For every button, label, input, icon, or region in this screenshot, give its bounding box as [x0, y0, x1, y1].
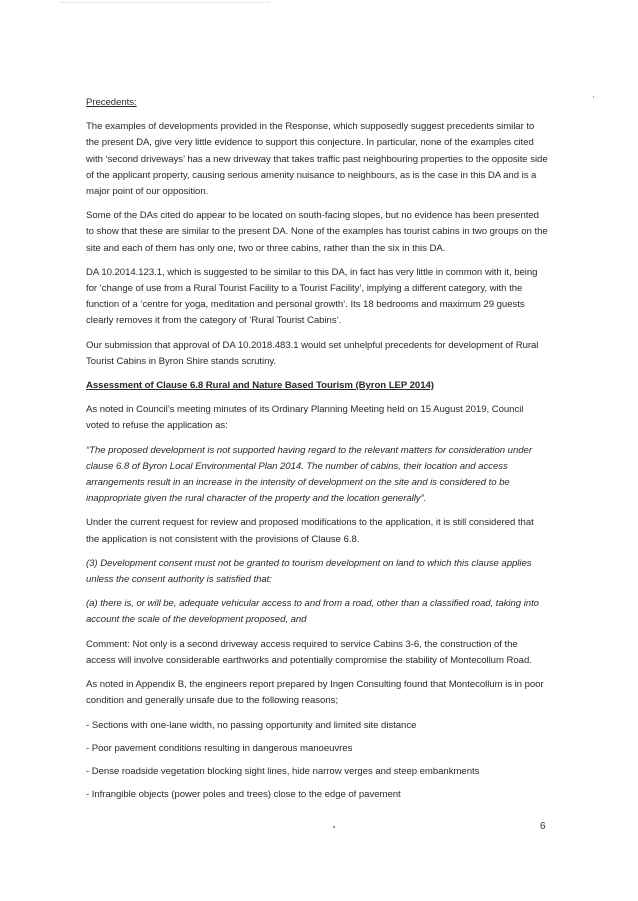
scan-artifact	[593, 96, 594, 98]
paragraph: As noted in Appendix B, the engineers report prepared by Ingen Consulting found that Montecollum is in poor condition and generally unsafe due to the following reasons;	[86, 679, 544, 707]
paragraph: DA 10.2014.123.1, which is suggested to be similar to this DA, in fact has very little in common with it, being for ‘change of use from a Rural Tourist Facility to a Tourist Facility’, implying a different category, with the function of a ‘centre for yoga, meditation and personal growth’. Its 18 bedrooms and maximum 29 guests clearly removes it from the category of ‘Rural Tourist Cabins’.	[86, 266, 538, 327]
list-item: - Sections with one-lane width, no passing opportunity and limited site distance	[86, 719, 417, 731]
paragraph: Our submission that approval of DA 10.2018.483.1 would set unhelpful precedents for development of Rural Tourist Cabins in Byron Shire stands scrutiny.	[86, 339, 539, 367]
clause-quote: (3) Development consent must not be granted to tourism development on land to which this clause applies unless the consent authority is satisfied that:	[86, 557, 532, 586]
precedents-heading: Precedents:	[86, 97, 137, 108]
quotation: “The proposed development is not supported having regard to the relevant matters for consideration under clause 6.8 of Byron Local Environmental Plan 2014. The number of cabins, their location and access arrangements result in an increase in the intensity of development on the site and is considered to be inappropriate given the rural character of the property and the location generally”.	[86, 444, 532, 505]
assessment-heading: Assessment of Clause 6.8 Rural and Nature Based Tourism (Byron LEP 2014)	[86, 380, 434, 392]
document-body	[86, 95, 548, 810]
list-item: - Dense roadside vegetation blocking sight lines, hide narrow verges and steep embankments	[86, 765, 480, 777]
page-number: 6	[540, 821, 546, 832]
paragraph: Some of the DAs cited do appear to be located on south-facing slopes, but no evidence has been presented to show that these are similar to the present DA. None of the examples has tourist cabins in two groups on the site and each of them has only one, two or three cabins, rather than the six in this DA.	[86, 210, 548, 254]
list-item: - Infrangible objects (power poles and trees) close to the edge of pavement	[86, 789, 401, 801]
scan-artifact	[60, 2, 270, 7]
paragraph: Under the current request for review and proposed modifications to the application, it is still considered that the application is not consistent with the provisions of Clause 6.8.	[86, 517, 534, 545]
list-item: - Poor pavement conditions resulting in dangerous manoeuvres	[86, 742, 353, 754]
paragraph: The examples of developments provided in the Response, which supposedly suggest precedents similar to the present DA, give very little evidence to support this conjecture. In particular, none of the examples cited with ‘second driveways’ has a new driveway that takes traffic past neighbouring properties to the opposite side of the applicant property, causing serious amenity nuisance to neighbours, as is the case in this DA and is a major point of our opposition.	[86, 121, 548, 198]
scan-artifact	[333, 826, 335, 828]
paragraph: As noted in Council’s meeting minutes of its Ordinary Planning Meeting held on 15 August 2019, Council voted to refuse the application as:	[86, 404, 524, 432]
clause-quote: (a) there is, or will be, adequate vehicular access to and from a road, other than a classified road, taking into account the scale of the development proposed, and	[86, 598, 539, 626]
comment-paragraph: Comment: Not only is a second driveway access required to service Cabins 3-6, the construction of the access will involve considerable earthworks and potentially compromise the stability of Montecollum Road.	[86, 638, 532, 666]
